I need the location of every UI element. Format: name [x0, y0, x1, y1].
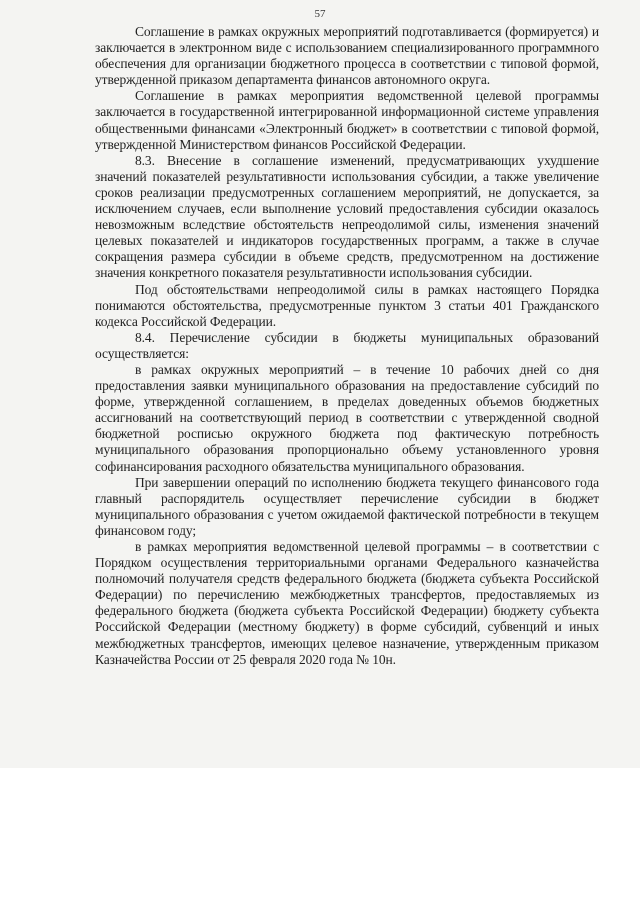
- paragraph: в рамках окружных мероприятий – в течение 10 рабочих дней со дня предоставления заявки муниципального образования на предоставление субсидий по форме, утвержденной соглашением, в пределах доведенных объемов бюджетных ассигнований на соответствующий период в соответствии с утвержденной сводной бюджетной росписью окружного бюджета под фактическую потребность муниципального образования пропорционально объему установленного уровня софинансирования расходного обязательства муниципального образования.: [95, 361, 599, 474]
- paragraph: в рамках мероприятия ведомственной целевой программы – в соответствии с Порядком осуществления территориальными органами Федерального казначейства полномочий получателя средств федерального бюджета (бюджета субъекта Российской Федерации) по перечислению межбюджетных трансфертов, предоставляемых из федерального бюджета (бюджета субъекта Российской Федерации) бюджету субъекта Российской Федерации (местному бюджету) в форме субсидий, субвенций и иных межбюджетных трансфертов, имеющих целевое назначение, утвержденным приказом Казначейства России от 25 февраля 2020 года № 10н.: [95, 539, 599, 667]
- document-body: [95, 24, 599, 668]
- paragraph: Соглашение в рамках мероприятия ведомственной целевой программы заключается в государственной интегрированной информационной системе управления общественными финансами «Электронный бюджет» в соответствии с типовой формой, утвержденной Министерством финансов Российской Федерации.: [95, 88, 599, 152]
- paragraph: 8.3. Внесение в соглашение изменений, предусматривающих ухудшение значений показателей результативности использования субсидии, а также увеличение сроков реализации предусмотренных соглашением мероприятий, не допускается, за исключением случаев, если выполнение условий предоставления субсидии оказалось невозможным вследствие обстоятельств непреодолимой силы, изменения значений целевых показателей и индикаторов государственных программ, а также в случае сокращения размера субсидии в объеме средств, предусмотренном на достижение значения конкретного показателя результативности использования субсидии.: [95, 152, 599, 281]
- paragraph: При завершении операций по исполнению бюджета текущего финансового года главный распорядитель осуществляет перечисление субсидии в бюджет муниципального образования с учетом ожидаемой фактической потребности в текущем финансовом году;: [95, 474, 599, 538]
- paragraph: Под обстоятельствами непреодолимой силы в рамках настоящего Порядка понимаются обстоятельства, предусмотренные пунктом 3 статьи 401 Гражданского кодекса Российской Федерации.: [95, 281, 599, 329]
- paragraph: 8.4. Перечисление субсидии в бюджеты муниципальных образований осуществляется:: [95, 329, 599, 361]
- paragraph: Соглашение в рамках окружных мероприятий подготавливается (формируется) и заключается в электронном виде с использованием специализированного программного обеспечения для организации бюджетного процесса в соответствии с типовой формой, утвержденной приказом департамента финансов автономного округа.: [95, 24, 599, 88]
- blank-area: [0, 768, 640, 905]
- page-number: 57: [314, 8, 326, 20]
